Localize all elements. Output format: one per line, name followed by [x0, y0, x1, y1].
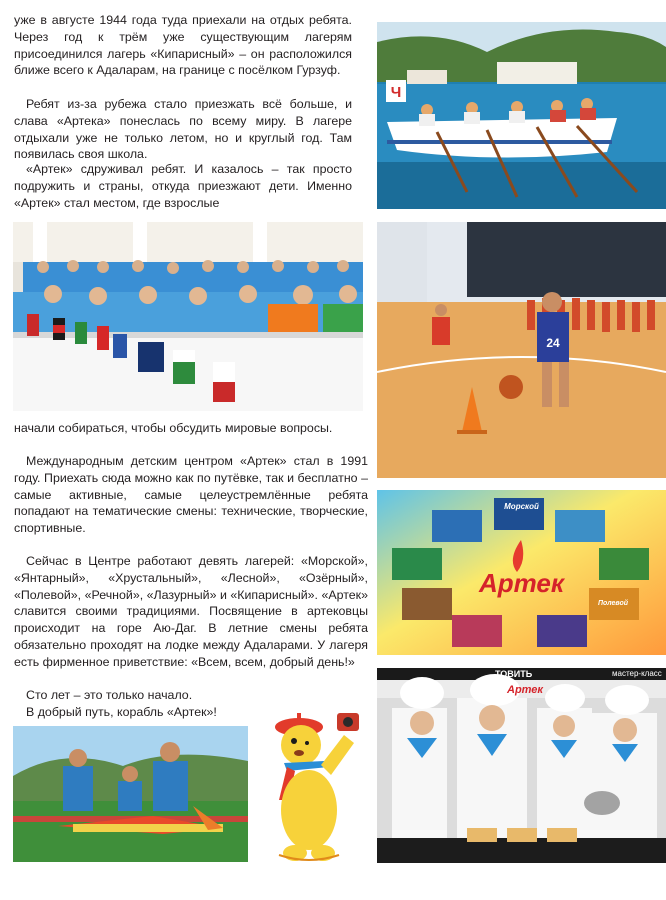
- paragraph-intro-continued: уже в августе 1944 года туда приехали на отдых ребята. Через год к трём уже существующим лагерям присоединился лагерь «Кипарисный» – он расположился ближе всего к Адаларам, на границе с посёлком Гурзуф.: [14, 13, 352, 78]
- emblem-title: Артек: [478, 568, 565, 598]
- illustration-mascot-bear: [259, 705, 365, 865]
- paragraph-hundred-years: Сто лет – это только начало.: [26, 688, 193, 702]
- paragraph-farewell: В добрый путь, корабль «Артек»!: [26, 705, 217, 719]
- paragraph-friendship: «Артек» сдруживал ребят. И казалось – так просто подружить и страны, откуда приезжают дети. Именно «Артек» стал местом, где взрослые: [14, 162, 352, 210]
- cooking-banner-text-2: мастер-класс: [612, 669, 662, 678]
- photo-basketball: [377, 222, 666, 478]
- cooking-banner-text-3: Артек: [507, 684, 543, 696]
- cooking-banner-text-1: ТОВИТЬ: [495, 669, 533, 679]
- emblem-camp-label-2: Полевой: [597, 600, 629, 607]
- photo-cooking-class: [377, 668, 666, 863]
- paragraph-world-questions: начали собираться, чтобы обсудить мировые вопросы.: [14, 421, 333, 435]
- paragraph-nine-camps: Сейчас в Центре работают девять лагерей: «Морской», «Янтарный», «Хрустальный», «Лесной», «Озёрный», «Полевой», «Речной», «Лазурный» и «Кипарисный». «Артек» славится своими традициями. Посвящение в артековцы происходит на горе Аю-Даг. В летние смены ребята обязательно проходят на лодке между Адаларами. У лагеря есть фирменное приветствие: «Всем, всем, добрый день!»: [14, 554, 368, 669]
- emblem-camp-label-1: Морской: [504, 502, 539, 511]
- photo-model-airplane: [13, 726, 248, 862]
- jersey-number-label: 24: [546, 336, 560, 350]
- paragraph-international-center: Международным детским центром «Артек» стал в 1991 году. Приехать сюда можно как по путёвке, так и бесплатно – самые активные, самые целеустремлённые ребята попадают на тематические смены: технические, творческие, спортивные.: [14, 454, 368, 536]
- photo-artek-emblem: [377, 490, 666, 655]
- photo-conference: [13, 222, 363, 411]
- paragraph-fame: Ребят из-за рубежа стало приезжать всё больше, и слава «Артека» понеслась по всему миру. В лагере отдыхали уже не только летом, но и круглый год. Там появилась своя школа.: [14, 97, 352, 162]
- photo-rowing-boat: [377, 22, 666, 209]
- boat-number-label: Ч: [390, 84, 402, 101]
